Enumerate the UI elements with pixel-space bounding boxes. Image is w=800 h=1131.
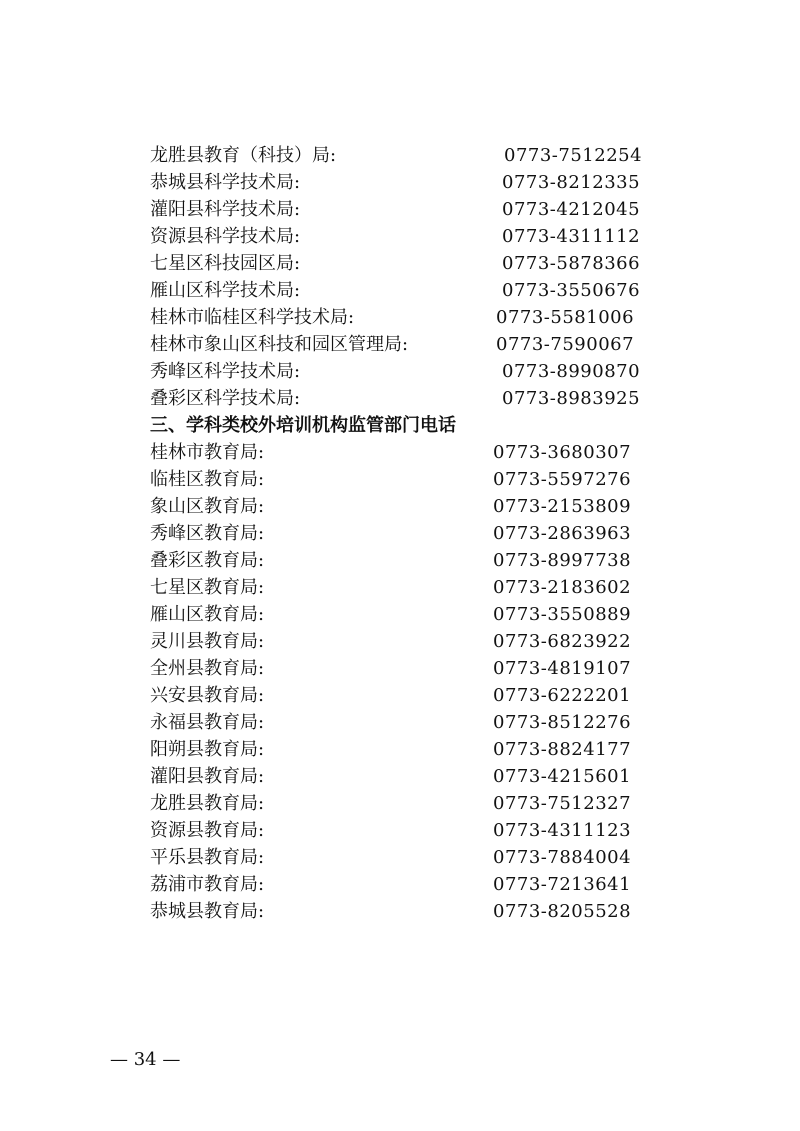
department-name: 临桂区教育局: [150,469,265,490]
list-item [150,655,640,682]
list-item [150,358,640,385]
list-item [150,277,640,304]
department-name: 七星区教育局: [150,577,265,598]
list-item [150,736,640,763]
phone-number: 0773-2863963 [493,523,632,544]
department-name: 秀峰区教育局: [150,523,265,544]
section-heading: 三、学科类校外培训机构监管部门电话 [150,415,456,436]
page-number: — 34 — [110,1049,181,1070]
department-name: 灵川县教育局: [150,631,265,652]
department-name: 灌阳县教育局: [150,766,265,787]
list-item [150,331,640,358]
phone-number: 0773-7884004 [493,847,632,868]
phone-number: 0773-8824177 [493,739,632,760]
department-name: 桂林市象山区科技和园区管理局: [150,334,409,355]
list-item [150,196,640,223]
department-name: 叠彩区科学技术局: [150,388,301,409]
list-item [150,709,640,736]
phone-number: 0773-8205528 [493,901,632,922]
department-name: 平乐县教育局: [150,847,265,868]
list-item [150,142,643,169]
department-name: 桂林市临桂区科学技术局: [150,307,355,328]
department-name: 阳朔县教育局: [150,739,265,760]
phone-number: 0773-8212335 [502,172,641,193]
phone-number: 0773-5597276 [493,469,632,490]
list-item [150,439,640,466]
list-item [150,547,640,574]
department-name: 雁山区教育局: [150,604,265,625]
list-item [150,250,640,277]
department-name: 龙胜县教育（科技）局: [150,145,337,166]
department-name: 恭城县科学技术局: [150,172,301,193]
list-item [150,790,640,817]
phone-number: 0773-5581006 [496,307,635,328]
department-name: 荔浦市教育局: [150,874,265,895]
phone-number: 0773-8983925 [502,388,641,409]
department-name: 全州县教育局: [150,658,265,679]
department-name: 七星区科技园区局: [150,253,301,274]
phone-number: 0773-2183602 [493,577,632,598]
phone-number: 0773-4215601 [493,766,632,787]
department-name: 桂林市教育局: [150,442,265,463]
list-item [150,385,640,412]
phone-number: 0773-8512276 [493,712,632,733]
phone-number: 0773-2153809 [493,496,632,517]
phone-number: 0773-4212045 [502,199,641,220]
department-name: 资源县科学技术局: [150,226,301,247]
list-item [150,574,640,601]
department-name: 龙胜县教育局: [150,793,265,814]
phone-number: 0773-7512327 [493,793,632,814]
list-item [150,871,640,898]
phone-number: 0773-3550676 [502,280,641,301]
phone-number: 0773-8997738 [493,550,632,571]
department-name: 秀峰区科学技术局: [150,361,301,382]
phone-number: 0773-4311112 [502,226,641,247]
list-item [150,682,640,709]
list-item [150,304,640,331]
phone-number: 0773-4311123 [493,820,632,841]
department-name: 恭城县教育局: [150,901,265,922]
phone-number: 0773-6823922 [493,631,632,652]
list-item [150,601,640,628]
phone-number: 0773-7512254 [504,145,643,166]
list-item [150,223,640,250]
phone-number: 0773-7213641 [493,874,632,895]
department-name: 资源县教育局: [150,820,265,841]
department-name: 叠彩区教育局: [150,550,265,571]
list-item [150,493,640,520]
phone-number: 0773-3680307 [493,442,632,463]
list-item [150,844,640,871]
list-item [150,898,640,925]
list-item [150,763,640,790]
department-name: 兴安县教育局: [150,685,265,706]
department-name: 象山区教育局: [150,496,265,517]
list-item [150,520,640,547]
phone-number: 0773-6222201 [493,685,632,706]
department-name: 灌阳县科学技术局: [150,199,301,220]
phone-number: 0773-4819107 [493,658,632,679]
phone-number: 0773-3550889 [493,604,632,625]
department-name: 永福县教育局: [150,712,265,733]
list-item [150,628,640,655]
list-item [150,466,640,493]
department-name: 雁山区科学技术局: [150,280,301,301]
list-item [150,817,640,844]
phone-number: 0773-5878366 [502,253,641,274]
list-item [150,169,640,196]
phone-number: 0773-7590067 [496,334,635,355]
phone-number: 0773-8990870 [502,361,641,382]
